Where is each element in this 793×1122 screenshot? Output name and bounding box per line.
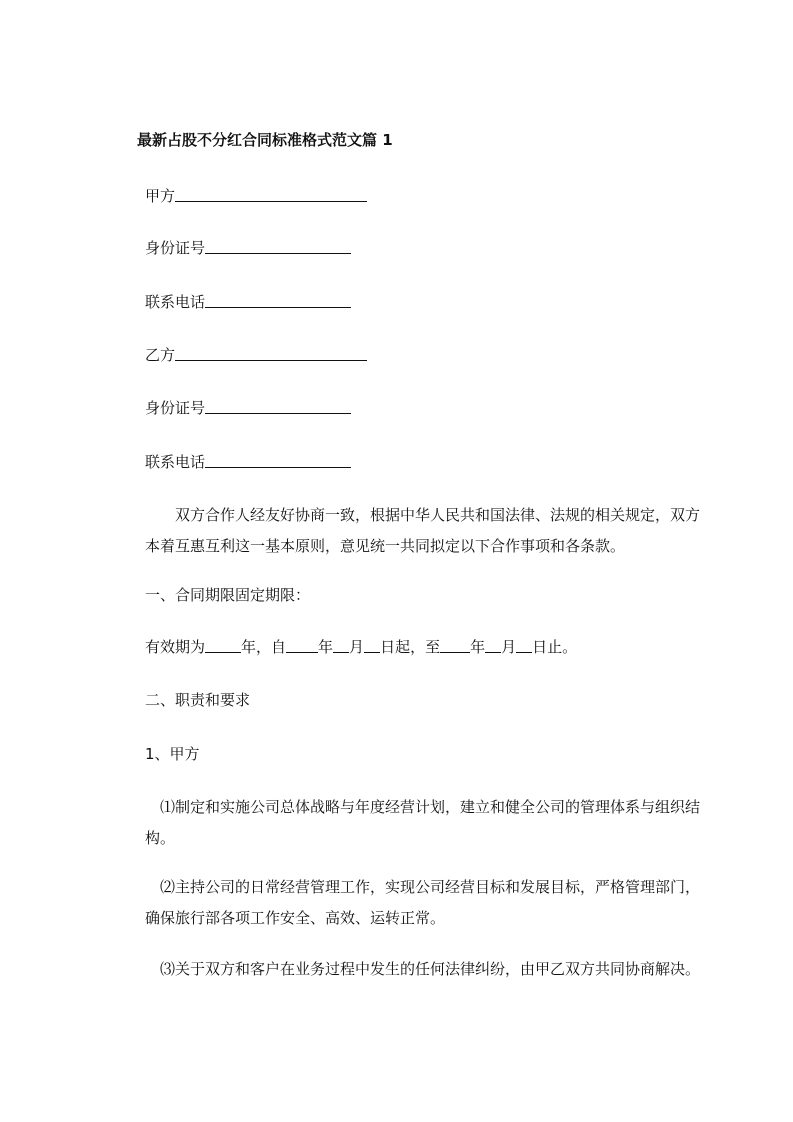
end-day-text: 日止。 — [532, 638, 578, 656]
end-day-blank — [516, 638, 532, 653]
validity-year-text: 年，自 — [241, 638, 287, 656]
start-year-blank — [286, 638, 318, 653]
party-a-line — [145, 186, 367, 206]
validity-line — [145, 637, 577, 657]
document-title: 最新占股不分红合同标准格式范文篇 1 — [137, 131, 393, 149]
start-year-text: 年 — [318, 638, 334, 656]
party-a-phone-label: 联系电话 — [145, 293, 206, 311]
party-b-id-blank — [205, 399, 351, 414]
party-b-id-line — [145, 398, 351, 418]
party-b-line — [145, 345, 367, 365]
party-b-phone-line — [145, 452, 351, 472]
duty-1: ⑴制定和实施公司总体战略与年度经营计划，建立和健全公司的管理体系与组织结构。 — [145, 798, 701, 847]
party-a-id-label: 身份证号 — [145, 239, 206, 257]
party-a-blank — [175, 187, 367, 202]
start-day-blank — [364, 638, 380, 653]
intro-paragraph: 双方合作人经友好协商一致，根据中华人民共和国法律、法规的相关规定，双方本着互惠互利这一基本原则，意见统一共同拟定以下合作事项和各条款。 — [145, 506, 701, 555]
sub1-heading: 1、甲方 — [145, 745, 200, 763]
end-year-blank — [440, 638, 470, 653]
end-month-blank — [485, 638, 501, 653]
party-b-label: 乙方 — [145, 346, 176, 364]
party-b-id-label: 身份证号 — [145, 399, 206, 417]
validity-years-blank — [205, 638, 241, 653]
end-year-text: 年 — [470, 638, 486, 656]
party-a-label: 甲方 — [145, 187, 176, 205]
party-a-id-blank — [205, 239, 351, 254]
party-b-phone-label: 联系电话 — [145, 453, 206, 471]
section2-heading: 二、职责和要求 — [145, 691, 251, 709]
start-month-blank — [333, 638, 349, 653]
duty-2: ⑵主持公司的日常经营管理工作，实现公司经营目标和发展目标，严格管理部门，确保旅行部各项工作安全、高效、运转正常。 — [145, 878, 701, 927]
section1-heading: 一、合同期限固定期限： — [145, 586, 311, 604]
party-a-phone-line — [145, 292, 351, 312]
start-day-text: 日起，至 — [380, 638, 441, 656]
end-month-text: 月 — [501, 638, 517, 656]
party-a-id-line — [145, 238, 351, 258]
party-b-blank — [175, 346, 367, 361]
party-b-phone-blank — [205, 453, 351, 468]
duty-3: ⑶关于双方和客户在业务过程中发生的任何法律纠纷，由甲乙双方共同协商解决。 — [160, 960, 701, 978]
start-month-text: 月 — [349, 638, 365, 656]
party-a-phone-blank — [205, 293, 351, 308]
validity-prefix: 有效期为 — [145, 638, 206, 656]
